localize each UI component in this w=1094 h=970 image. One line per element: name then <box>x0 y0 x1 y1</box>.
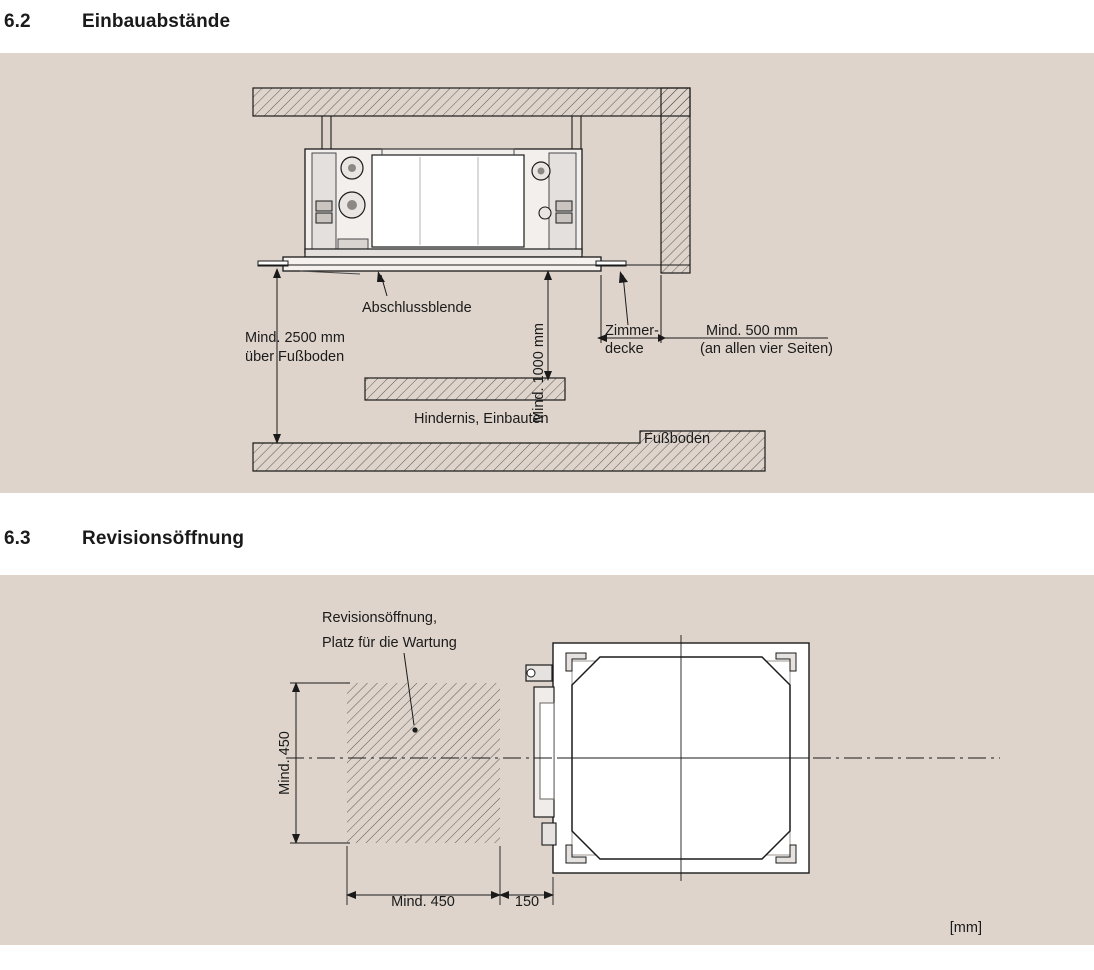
label-hindernis: Hindernis, Einbauten <box>414 411 549 427</box>
indoor-unit <box>305 149 582 257</box>
suspension-rods <box>322 116 581 153</box>
label-min-500-line1: Mind. 500 mm <box>706 323 798 339</box>
label-fussboden: Fußboden <box>644 431 711 447</box>
section-heading-6-3 <box>0 528 244 550</box>
figure-installation-clearances <box>0 53 1094 493</box>
label-min-2500-line1: Mind. 2500 mm <box>245 330 345 346</box>
section-title: Einbauabstände <box>82 11 231 32</box>
section-heading-6-2 <box>0 11 230 33</box>
section-title: Revisionsöffnung <box>82 528 245 549</box>
label-zimmerdecke-line2: decke <box>605 341 644 357</box>
label-min-1000: Mind. 1000 mm <box>531 323 547 423</box>
label-dim-vertical: Mind. 450 <box>277 731 293 795</box>
label-min-500-line2: (an allen vier Seiten) <box>700 341 833 357</box>
label-dim-horizontal: Mind. 450 <box>391 894 455 910</box>
service-opening-area <box>347 683 500 843</box>
unit-note: [mm] <box>949 920 982 936</box>
label-min-2500-line2: über Fußboden <box>245 349 345 365</box>
label-callout-line2: Platz für die Wartung <box>322 635 457 651</box>
figure-service-opening <box>0 575 1094 945</box>
label-callout-line1: Revisionsöffnung, <box>322 610 438 626</box>
label-dim-gap: 150 <box>514 894 540 910</box>
label-abschlussblende: Abschlussblende <box>362 300 472 316</box>
leader-lines <box>377 271 628 325</box>
label-zimmerdecke-line1: Zimmer- <box>605 323 659 339</box>
section-number: 6.3 <box>4 528 31 549</box>
section-number: 6.2 <box>4 11 31 32</box>
